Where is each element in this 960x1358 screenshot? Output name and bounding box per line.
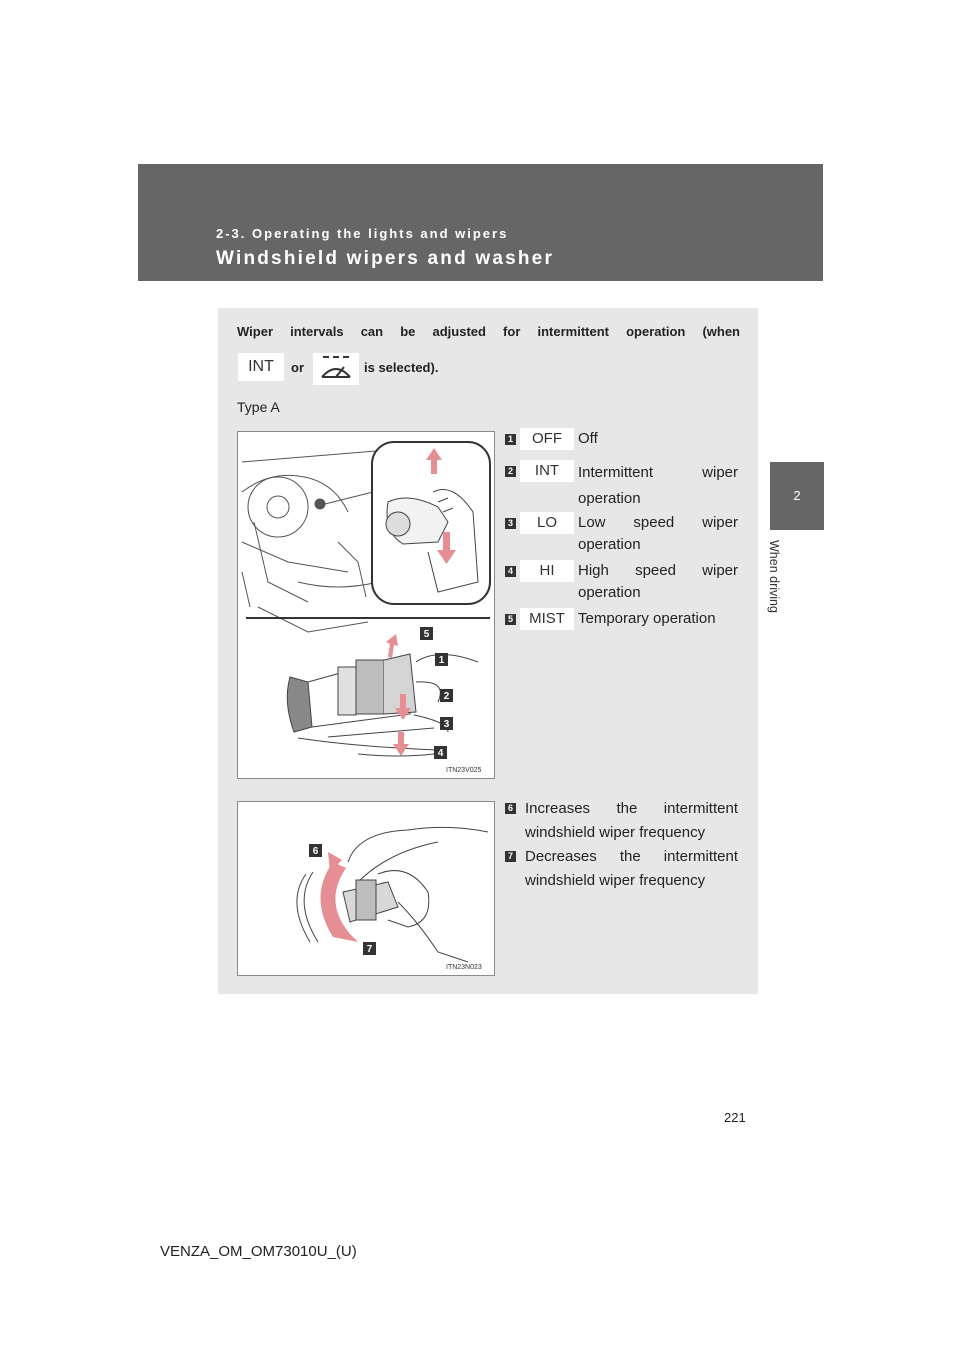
- item-number: 5: [505, 614, 516, 625]
- item-description: Low speed wiper operation: [578, 514, 738, 553]
- callout-4: 4: [437, 748, 444, 759]
- callout-7: 7: [366, 944, 373, 955]
- item-number: 7: [505, 851, 516, 862]
- list-item: [505, 460, 738, 508]
- page-number: 221: [724, 1110, 746, 1125]
- content-panel: [218, 308, 758, 994]
- item-description: Intermittent wiper operation: [578, 464, 738, 507]
- list-item: [505, 428, 738, 450]
- callout-3: 3: [443, 719, 450, 730]
- list-item: [505, 608, 738, 630]
- hi-chip: HI: [520, 560, 574, 582]
- item-description: Increases the intermittent windshield wiper frequency: [525, 800, 738, 841]
- figure-code-2: ITN23N023: [446, 964, 482, 971]
- off-chip: OFF: [520, 428, 574, 450]
- item-description: Temporary operation: [578, 610, 716, 627]
- int-chip: INT: [238, 353, 284, 381]
- chapter-label-wrap: [767, 540, 791, 630]
- type-label: Type A: [237, 399, 280, 415]
- intro-suffix: is selected).: [364, 360, 439, 375]
- item-number: 1: [505, 434, 516, 445]
- document-code: VENZA_OM_OM73010U_(U): [160, 1243, 357, 1260]
- item-number: 6: [505, 803, 516, 814]
- lo-chip: LO: [520, 512, 574, 534]
- callout-5: 5: [423, 629, 430, 640]
- item-number: 3: [505, 518, 516, 529]
- item-description: Decreases the intermittent windshield wiper frequency: [525, 848, 738, 889]
- intro-or: or: [291, 360, 304, 375]
- item-description: High speed wiper operation: [578, 562, 738, 601]
- chapter-label: When driving: [767, 540, 781, 613]
- callout-2: 2: [443, 691, 450, 702]
- item-number: 2: [505, 466, 516, 477]
- item-number: 4: [505, 566, 516, 577]
- list-item: [505, 797, 738, 845]
- frequency-ring-illustration: [238, 802, 494, 975]
- intro-text: Wiper intervals can be adjusted for intermittent operation (when: [237, 324, 740, 339]
- intermittent-wiper-icon: [313, 353, 359, 385]
- section-label: 2-3. Operating the lights and wipers: [216, 226, 509, 241]
- frequency-ring-figure: [237, 801, 495, 976]
- page-title: Windshield wipers and washer: [216, 248, 555, 269]
- chapter-tab: [770, 462, 824, 530]
- callout-6: 6: [312, 846, 319, 857]
- wiper-lever-figure: [237, 431, 495, 779]
- list-item: [505, 560, 738, 604]
- header-band: [138, 164, 823, 281]
- wiper-lever-illustration: [238, 432, 494, 778]
- list-item: [505, 845, 738, 893]
- int-chip: INT: [520, 460, 574, 482]
- figure-code-1: ITN23V025: [446, 767, 482, 774]
- item-description: Off: [578, 430, 598, 447]
- chapter-number: 2: [793, 488, 801, 503]
- callout-1: 1: [438, 655, 445, 666]
- list-item: [505, 512, 738, 556]
- mist-chip: MIST: [520, 608, 574, 630]
